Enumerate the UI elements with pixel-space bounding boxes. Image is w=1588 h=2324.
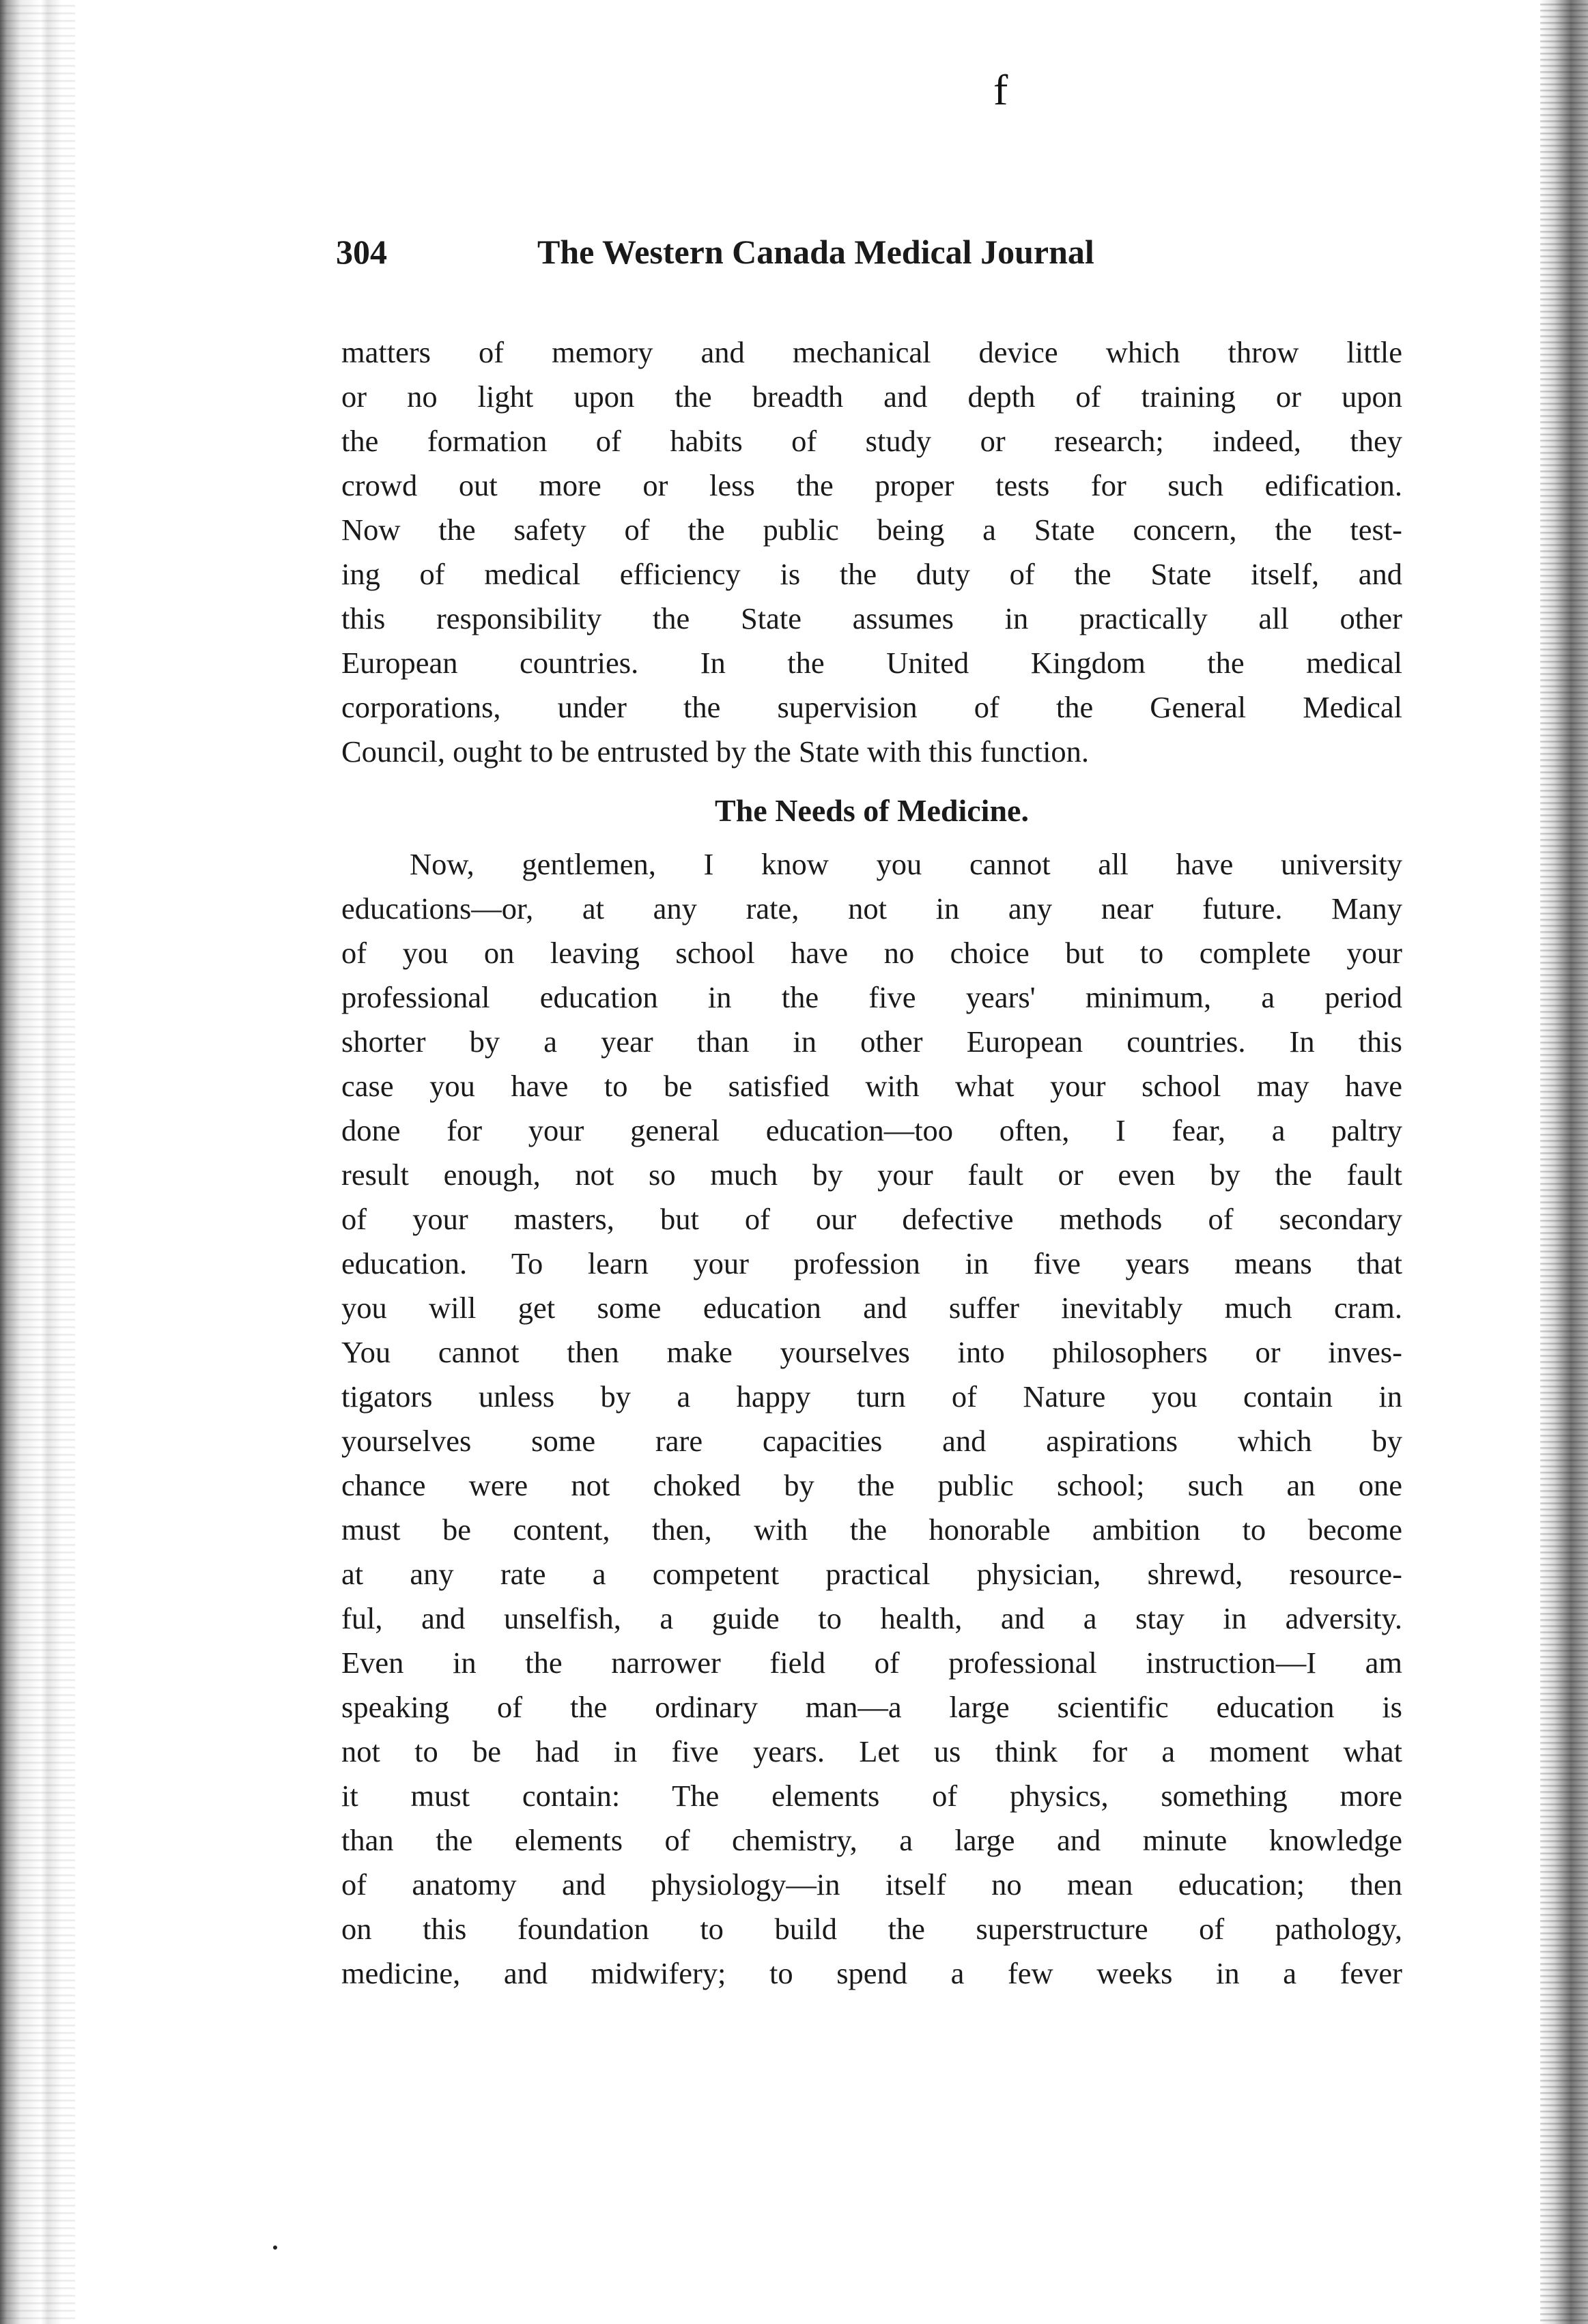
text-line: of your masters, but of our defective methods of secondary [341, 1202, 1402, 1236]
paragraph-2 [341, 842, 1402, 1996]
text-line: than the elements of chemistry, a large and minute knowledge [341, 1823, 1402, 1857]
text-line: corporations, under the supervision of the General Medical [341, 690, 1402, 724]
text-line: tigators unless by a happy turn of Nature you contain in [341, 1379, 1402, 1414]
text-line: crowd out more or less the proper tests for such edification. [341, 468, 1402, 502]
text-line: yourselves some rare capacities and aspirations which by [341, 1424, 1402, 1458]
text-line: speaking of the ordinary man—a large scientific education is [341, 1690, 1402, 1724]
text-line: medicine, and midwifery; to spend a few weeks in a fever [341, 1956, 1402, 1990]
text-line: You cannot then make yourselves into philosophers or inves- [341, 1335, 1402, 1369]
text-line: of anatomy and physiology—in itself no mean education; then [341, 1867, 1402, 1902]
text-line: case you have to be satisfied with what your school may have [341, 1069, 1402, 1103]
scan-edge-right [1540, 0, 1588, 2324]
text-line: result enough, not so much by your fault or even by the fault [341, 1158, 1402, 1192]
text-line: of you on leaving school have no choice but to complete your [341, 936, 1402, 970]
text-line: educations—or, at any rate, not in any near future. Many [341, 891, 1402, 926]
text-line: Even in the narrower field of professional instruction—I am [341, 1646, 1402, 1680]
text-line: this responsibility the State assumes in practically all other [341, 601, 1402, 635]
paragraph-1 [341, 330, 1402, 774]
stray-mark: f [993, 66, 1008, 114]
running-header [336, 232, 1223, 287]
stray-dot [273, 2246, 277, 2250]
body-text [341, 330, 1402, 1996]
text-line: must be content, then, with the honorable ambition to become [341, 1512, 1402, 1547]
text-line: Now the safety of the public being a State concern, the test- [341, 513, 1402, 547]
text-line: not to be had in five years. Let us think for a moment what [341, 1734, 1402, 1768]
text-line: Council, ought to be entrusted by the State with this function. [341, 734, 1090, 769]
text-line: education. To learn your profession in five years means that [341, 1246, 1402, 1280]
section-heading: The Needs of Medicine. [715, 793, 1029, 828]
text-line: shorter by a year than in other European countries. In this [341, 1024, 1402, 1059]
page-number: 304 [336, 233, 387, 271]
text-line: on this foundation to build the superstructure of pathology, [341, 1912, 1402, 1946]
text-line: ing of medical efficiency is the duty of the State itself, and [341, 557, 1402, 591]
text-line: it must contain: The elements of physics, something more [341, 1779, 1402, 1813]
journal-title: The Western Canada Medical Journal [537, 233, 1094, 271]
text-line: matters of memory and mechanical device which throw little [341, 335, 1402, 369]
text-line: chance were not choked by the public school; such an one [341, 1468, 1402, 1502]
scan-edge-left [0, 0, 75, 2324]
text-line: done for your general education—too often, I fear, a paltry [341, 1113, 1402, 1147]
text-line: European countries. In the United Kingdom the medical [341, 646, 1402, 680]
text-line: the formation of habits of study or research; indeed, they [341, 424, 1402, 458]
text-line: or no light upon the breadth and depth of training or upon [341, 379, 1402, 414]
text-line: at any rate a competent practical physician, shrewd, resource- [341, 1557, 1402, 1591]
text-line: ful, and unselfish, a guide to health, and a stay in adversity. [341, 1601, 1402, 1635]
text-line: you will get some education and suffer inevitably much cram. [341, 1291, 1402, 1325]
text-line: Now, gentlemen, I know you cannot all have university [410, 847, 1402, 881]
text-line: professional education in the five years' minimum, a period [341, 980, 1402, 1014]
